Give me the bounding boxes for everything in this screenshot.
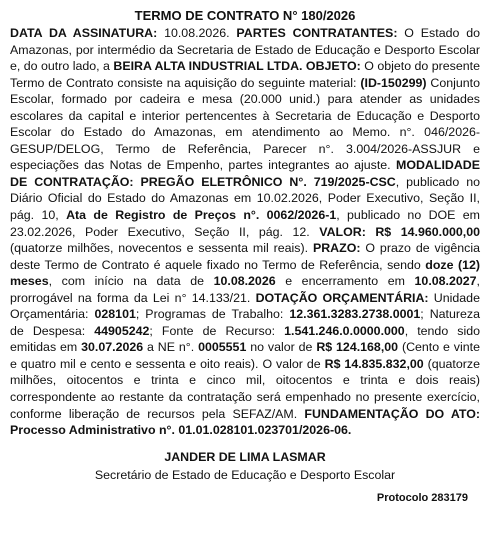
body-text-segment: , tendo sido emitidas em	[10, 323, 480, 355]
body-bold-segment: DATA DA ASSINATURA:	[10, 26, 158, 40]
body-bold-segment: DOTAÇÃO ORÇAMENTÁRIA:	[255, 290, 429, 305]
signer-name: JANDER DE LIMA LASMAR	[164, 449, 326, 464]
body-text-segment: e encerramento em	[275, 274, 415, 289]
body-text-segment: 10.08.2026.	[157, 26, 237, 40]
body-bold-segment: 10.08.2027	[414, 274, 477, 289]
body-text-segment: , com início na data de	[48, 274, 214, 289]
body-text-segment: O prazo de vigência deste Termo de Contrato é aquele fixado no Termo de Referência, sendo	[10, 241, 480, 272]
body-bold-segment: doze (12) meses	[10, 257, 480, 289]
document-title: TERMO DE CONTRATO N° 180/2026	[134, 8, 356, 23]
body-text-segment: (quatorze milhões, novecentos e sessenta mil reais).	[10, 241, 313, 256]
body-bold-segment: MODALIDADE DE CONTRATAÇÃO: PREGÃO ELETRÔNICO N°. 719/2025-CSC	[10, 158, 480, 189]
body-text-segment: , prorrogável na forma da Lei n° 14.133/21.	[10, 274, 480, 305]
body-text-segment: (quatorze milhões, oitocentos e trinta e cinco mil, oitocentos e trinta e dois reais) correspondente ao restante da contratação será empenhado no presente exercício, conforme liberação de recursos pela SEFAZ/AM.	[10, 356, 480, 421]
body-text-segment: , publicado no Diário Oficial do Estado do Amazonas em 10.02.2026, Poder Executivo, Seção II, pág. 10,	[10, 174, 480, 223]
body-bold-segment: 30.07.2026	[81, 340, 144, 355]
contract-body-text	[10, 25, 480, 439]
body-bold-segment: VALOR: R$ 14.960.000,00	[319, 224, 480, 239]
body-bold-segment: 44905242	[94, 323, 150, 338]
body-text-segment: O Estado do Amazonas, por intermédio da Secretaria de Estado de Educação e Desporto Escolar e, do outro lado, a	[10, 26, 481, 74]
body-bold-segment: BEIRA ALTA INDUSTRIAL LTDA. OBJETO:	[113, 59, 361, 74]
body-text-segment: no valor de	[246, 340, 317, 355]
body-text-segment: Conjunto Escolar, formado por cadeira e mesa (20.000 unid.) para atender as unidades escolares da capital e interior pertencentes à Secretaria de Educação e Desporto Escolar do Estado do Amazonas, em atendimento ao Memo. n°. 046/2026-GESUP/DELOG, Termo de Referência, Parecer n°. 3.004/2026-ASSJUR e especiações das Notas de Empenho, partes integrantes ao ajuste.	[10, 75, 480, 173]
body-text-segment: O objeto do presente Termo de Contrato consiste na aquisição do seguinte material:	[10, 59, 480, 90]
body-text-segment: (Cento e vinte e quatro mil e cento e sessenta e oito reais). O valor de	[10, 340, 480, 371]
body-text-segment: ; Programas de Trabalho:	[135, 307, 290, 322]
body-bold-segment: 1.541.246.0.0000.000	[284, 323, 405, 338]
body-bold-segment: (ID-150299)	[360, 75, 427, 90]
body-bold-segment: PRAZO:	[312, 241, 361, 256]
body-text-segment: , publicado no DOE em 23.02.2026, Poder Executivo, Seção II, pág. 12.	[10, 208, 480, 239]
body-text-segment: a NE n°.	[143, 340, 199, 355]
body-bold-segment: FUNDAMENTAÇÃO DO ATO: Processo Administrativo n°. 01.01.028101.023701/2026-06.	[10, 406, 480, 438]
body-text-segment: Unidade Orçamentária:	[10, 290, 480, 322]
body-text-segment: ; Natureza de Despesa:	[10, 307, 480, 338]
body-bold-segment: 10.08.2026	[213, 274, 276, 289]
body-bold-segment: Ata de Registro de Preços n°. 0062/2026-1	[66, 208, 337, 223]
body-bold-segment: R$ 124.168,00	[316, 340, 399, 355]
body-bold-segment: 028101	[94, 307, 136, 322]
body-text-segment: ; Fonte de Recurso:	[149, 323, 285, 338]
signer-role: Secretário de Estado de Educação e Desporto Escolar	[94, 467, 396, 482]
body-bold-segment: 12.361.3283.2738.0001	[289, 307, 421, 322]
body-bold-segment: 0005551	[198, 340, 247, 355]
protocol-number: Protocolo 283179	[376, 491, 468, 504]
body-bold-segment: PARTES CONTRATANTES:	[236, 26, 398, 40]
body-bold-segment: R$ 14.835.832,00	[324, 356, 424, 371]
